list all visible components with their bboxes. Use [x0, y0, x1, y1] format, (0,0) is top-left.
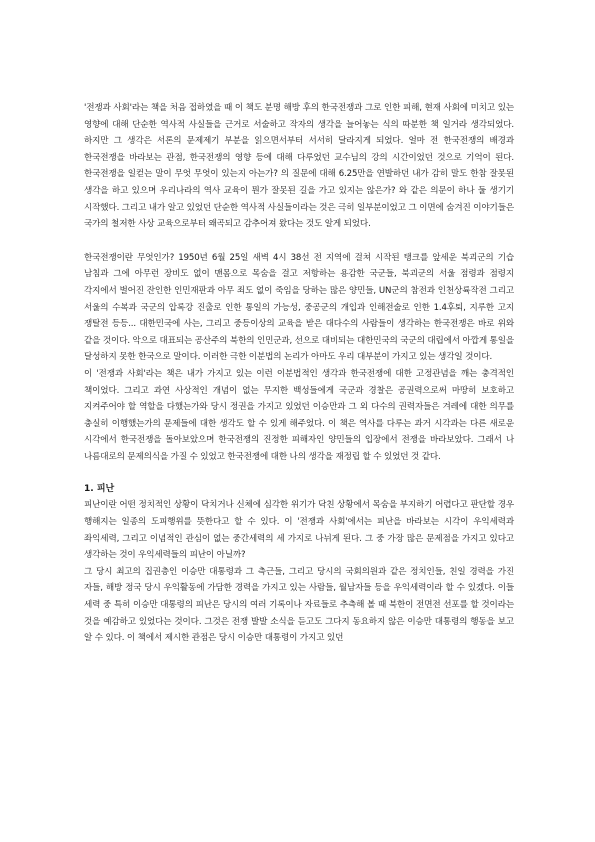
body-paragraph-book-impact: 이 '전쟁과 사회'라는 책은 내가 가지고 있는 이런 이분법적인 생각과 한국전쟁에 대한 고정관념을 깨는 충격적인 책이었다. 그리고 과연 사상적인 개념이 없는 무지한 백성들에게 국군과 경찰은 공권력으로써 마땅히 보호하고 지켜주어야 할 역할을 다했는가와 당시 정권을 가지고 있었던 이승만과 그 외 다수의 권력자들은 겨레에 대한 의무를 충실히 이행했는가의 문제들에 대한 생각도 할 수 있게 해주었다. 이 책은 역사를 다루는 과거 시각과는 다른 새로운 시각에서 한국전쟁을 돌아보았으며 한국전쟁의 진정한 피해자인 양민들의 입장에서 전쟁을 바라보았다. 그래서 나 나름대로의 문제의식을 가질 수 있었고 한국전쟁에 대한 나의 생각을 재정립 할 수 있었던 것 같다. [84, 368, 514, 462]
document-page [84, 100, 514, 647]
section-paragraph-right-wing: 그 당시 최고의 집권층인 이승만 대통령과 그 측근들, 그리고 당시의 국회의원과 같은 정치인들, 친일 경력을 가진 자들, 해방 정국 당시 우익활동에 가담한 경력을 가지고 있는 사람들, 월남자들 등을 우익세력이라 할 수 있겠다. 이들 세력 중 특히 이승만 대통령의 피난은 당시의 여러 기록이나 자료들로 추측해 볼 때 북한이 전면전 선포를 할 것이라는 것을 예감하고 있었다는 것이다. 그것은 전쟁 발발 소식을 듣고도 그다지 동요하지 않은 이승만 대통령의 행동을 보고 알 수 있다. 이 책에서 제시한 관점은 당시 이승만 대통령이 가지고 있던 [84, 566, 514, 644]
section-heading: 1. 피난 [84, 484, 115, 495]
section-paragraph-definition: 피난이란 어떤 정치적인 상황이 닥치거나 신체에 심각한 위기가 닥친 상황에서 목숨을 부지하기 어렵다고 판단할 경우 행해지는 일종의 도피행위를 뜻한다고 할 수 있다. 이 '전쟁과 사회'에서는 피난을 바라보는 시각이 우익세력과 좌익세력, 그리고 이념적인 관심이 없는 중간세력의 세 가지로 나뉘게 된다. 그 중 가장 많은 문제점을 가지고 있다고 생각하는 것이 우익세력들의 피난이 아닐까? [84, 500, 514, 561]
body-paragraph-what-is-korean-war: 한국전쟁이란 무엇인가? 1950년 6월 25일 새벽 4시 38선 전 지역에 걸쳐 시작된 탱크를 앞세운 북괴군의 기습 남침과 그에 아무런 장비도 없이 맨몸으로 목숨을 걸고 저항하는 용감한 국군들, 북괴군의 서울 점령과 점령지 각지에서 벌어진 잔인한 인민재판과 아무 죄도 없이 죽임을 당하는 많은 양민들, UN군의 참전과 인천상륙작전 그리고 서울의 수복과 국군의 압록강 진출로 인한 통일의 가능성, 중공군의 개입과 인해전술로 인한 1.4후퇴, 지루한 고지 쟁탈전 등등... 대한민국에 사는, 그리고 중등이상의 교육을 받은 대다수의 사람들이 생각하는 한국전쟁은 바로 위와 같을 것이다. 악으로 대표되는 공산주의 북한의 인민군과, 선으로 대비되는 대한민국의 국군의 대립에서 아깝게 통일을 달성하지 못한 한국으로 말이다. 이러한 극한 이분법의 논리가 아마도 우리 대부분이 가지고 있는 생각일 것이다. [84, 252, 515, 363]
intro-paragraph: '전쟁과 사회'라는 책을 처음 접하였을 때 이 책도 분명 해방 후의 한국전쟁과 그로 인한 피해, 현재 사회에 미치고 있는 영향에 대해 단순한 역사적 사실들을 근거로 서술하고 작자의 생각을 늘어놓는 식의 따분한 책 일거라 생각되었다. 하지만 그 생각은 서론의 문제제기 부분을 읽으면서부터 서서히 달라지게 되었다. 얼마 전 한국전쟁의 배경과 한국전쟁을 바라보는 관점, 한국전쟁의 영향 등에 대해 다루었던 교수님의 강의 시간이었던 것으로 기억이 된다. 한국전쟁을 일컫는 말이 무엇 무엇이 있는지 아는가? 의 질문에 대해 6.25만을 연발하던 내가 감히 말도 한참 잘못된 생각을 하고 있으며 우리나라의 역사 교육이 뭔가 잘못된 길을 가고 있지는 않은가? 와 같은 의문이 하나 둘 생기기 시작했다. 그리고 내가 알고 있었던 단순한 역사적 사실들이라는 것은 극히 일부분이었고 그 이면에 숨겨진 이야기들은 국가의 철저한 사상 교육으로부터 왜곡되고 감추어져 왔다는 것도 알게 되었다. [84, 103, 515, 230]
